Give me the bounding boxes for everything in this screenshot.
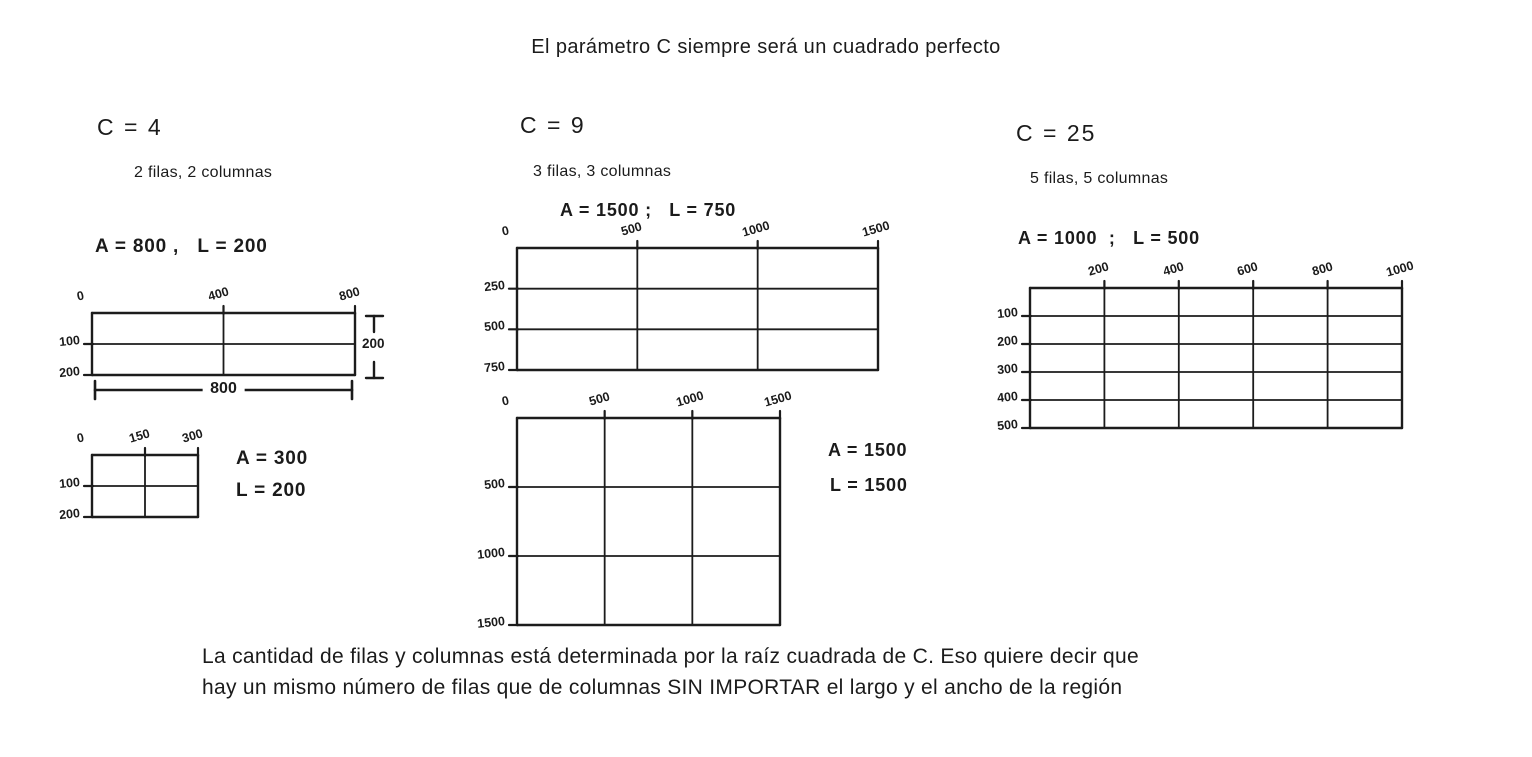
- origin-label: 0: [500, 223, 511, 239]
- c9-bottom-length-label: L = 1500: [830, 475, 908, 495]
- c9-heading: C = 9: [520, 112, 586, 138]
- c4-formula: A = 800 , L = 200: [95, 236, 268, 257]
- x-axis-label: 150: [127, 426, 152, 446]
- y-axis-label: 500: [483, 476, 506, 493]
- c9-subtitle: 3 filas, 3 columnas: [533, 163, 672, 180]
- c4-small-area-label: A = 300: [236, 448, 308, 469]
- x-axis-label: 500: [619, 219, 644, 239]
- x-axis-label: 500: [587, 389, 612, 409]
- c4-subtitle: 2 filas, 2 columnas: [134, 164, 273, 181]
- origin-label: 0: [500, 393, 511, 409]
- c25-subtitle: 5 filas, 5 columnas: [1030, 170, 1169, 187]
- c9-formula: A = 1500 ; L = 750: [560, 200, 737, 220]
- origin-label: 0: [75, 430, 86, 446]
- y-axis-label: 1000: [476, 545, 506, 562]
- x-axis-label: 1000: [674, 388, 706, 410]
- y-axis-label: 400: [996, 389, 1019, 406]
- height-dimension-label: 200: [362, 336, 385, 351]
- y-axis-label: 500: [483, 318, 506, 335]
- x-axis-label: 300: [180, 426, 205, 446]
- x-axis-label: 400: [1161, 259, 1186, 279]
- y-axis-label: 500: [996, 417, 1019, 434]
- y-axis-label: 250: [483, 277, 506, 294]
- grid-c4-small: [58, 426, 205, 523]
- x-axis-label: 1500: [860, 218, 892, 240]
- x-axis-label: 1500: [762, 388, 794, 410]
- c4-heading: C = 4: [97, 114, 163, 140]
- y-axis-label: 200: [58, 364, 81, 381]
- y-axis-label: 1500: [476, 614, 506, 631]
- y-axis-label: 100: [58, 475, 81, 492]
- c25-heading: C = 25: [1016, 120, 1097, 146]
- grid-c9-top: [483, 218, 892, 376]
- x-axis-label: 800: [1310, 259, 1334, 279]
- footer-line-2: hay un mismo número de filas que de columnas SIN IMPORTAR el largo y el ancho de la región: [202, 676, 1123, 699]
- width-dimension-bracket: [92, 378, 355, 402]
- footer-line-1: La cantidad de filas y columnas está determinada por la raíz cuadrada de C. Eso quiere decir que: [202, 645, 1139, 668]
- grid-lines: [517, 418, 780, 625]
- grid-c25: [996, 258, 1416, 434]
- height-dimension-bracket: [360, 312, 390, 382]
- c25-formula: A = 1000 ; L = 500: [1018, 228, 1200, 248]
- x-axis-label: 1000: [740, 218, 771, 240]
- page-title: El parámetro C siempre será un cuadrado perfecto: [531, 36, 1001, 58]
- origin-label: 0: [75, 288, 86, 304]
- y-axis-label: 100: [996, 305, 1019, 322]
- y-axis-label: 300: [996, 361, 1019, 378]
- x-axis-label: 800: [337, 284, 362, 304]
- grid-c9-bottom: [476, 388, 794, 631]
- grid-lines: [1030, 288, 1402, 428]
- c9-bottom-area-label: A = 1500: [828, 440, 908, 460]
- y-axis-label: 100: [58, 333, 81, 350]
- y-axis-label: 750: [483, 359, 506, 376]
- y-axis-label: 200: [58, 506, 81, 523]
- grid-lines: [92, 313, 355, 375]
- grid-lines: [92, 455, 198, 517]
- grid-c4-main: [58, 284, 362, 381]
- c4-small-length-label: L = 200: [236, 480, 307, 501]
- x-axis-label: 600: [1235, 259, 1260, 279]
- width-dimension-label: 800: [202, 380, 245, 398]
- x-axis-label: 200: [1086, 259, 1111, 279]
- grid-lines: [517, 248, 878, 370]
- y-axis-label: 200: [996, 333, 1019, 350]
- x-axis-label: 400: [205, 284, 230, 304]
- x-axis-label: 1000: [1384, 258, 1416, 280]
